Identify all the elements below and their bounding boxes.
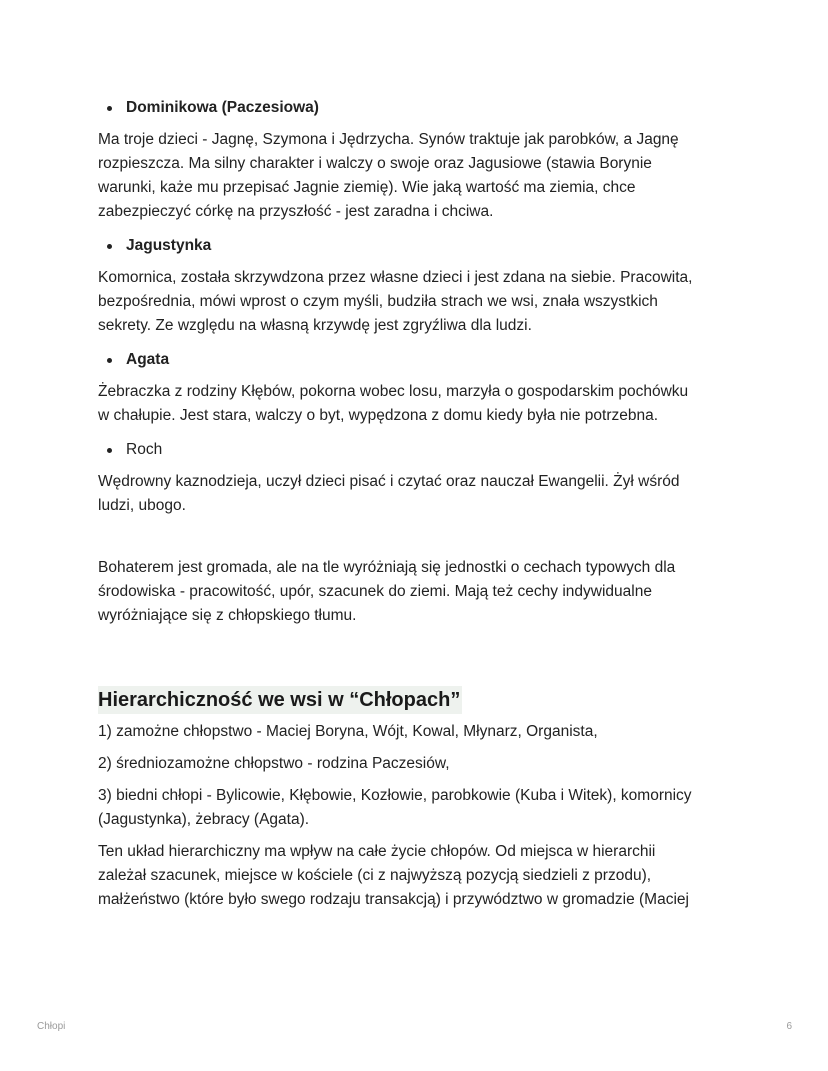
character-bullet-roch <box>98 438 738 462</box>
closing-paragraph: Ten układ hierarchiczny ma wpływ na całe życie chłopów. Od miejsca w hierarchii zależał szacunek, miejsce w kościele (ci z najwyższą pozycją siedzieli z przodu), małżeństwo (które było swego rodzaju transakcją) i przywództwo w gromadzie (Maciej <box>98 843 689 908</box>
summary-paragraph: Bohaterem jest gromada, ale na tle wyróżniają się jednostki o cechach typowych dla środowiska - pracowitość, upór, szacunek do ziemi. Mają też cechy indywidualne wyróżniające się z chłopskiego tłumu. <box>98 559 676 624</box>
character-description: Żebraczka z rodziny Kłębów, pokorna wobec losu, marzyła o gospodarskim pochówku w chałupie. Jest stara, walczy o byt, wypędzona z domu kiedy była nie potrzebna. <box>98 383 689 424</box>
bullet-dot <box>107 448 112 453</box>
character-description: Komornica, została skrzywdzona przez własne dzieci i jest zdana na siebie. Pracowita, bezpośrednia, mówi wprost o czym myśli, budziła strach we wsi, znała wszystkich sekrety. Ze względu na własną krzywdę jest zgryźliwa dla ludzi. <box>98 269 693 334</box>
section-heading: Hierarchiczność we wsi w “Chłopach” <box>98 686 462 714</box>
character-bullet-jagustynka <box>98 234 738 258</box>
bullet-dot <box>107 106 112 111</box>
character-name: Roch <box>126 441 163 458</box>
footer-title: Chłopi <box>37 1021 66 1032</box>
page-number: 6 <box>786 1021 792 1032</box>
character-bullet-agata <box>98 348 738 372</box>
character-description: Ma troje dzieci - Jagnę, Szymona i Jędrzycha. Synów traktuje jak parobków, a Jagnę rozpieszcza. Ma silny charakter i walczy o swoje oraz Jagusiowe (stawia Borynie warunki, każe mu przepisać Jagnie ziemię). Wie jaką wartość ma ziemia, chce zabezpieczyć córkę na przyszłość - jest zaradna i chciwa. <box>98 131 679 220</box>
hierarchy-item: 2) średniozamożne chłopstwo - rodzina Paczesiów, <box>98 755 450 772</box>
hierarchy-item: 1) zamożne chłopstwo - Maciej Boryna, Wójt, Kowal, Młynarz, Organista, <box>98 723 598 740</box>
bullet-dot <box>107 358 112 363</box>
character-name: Dominikowa (Paczesiowa) <box>126 99 319 116</box>
character-name: Jagustynka <box>126 237 212 254</box>
document-page <box>98 96 738 922</box>
character-bullet-dominikowa <box>98 96 738 120</box>
hierarchy-item: 3) biedni chłopi - Bylicowie, Kłębowie, Kozłowie, parobkowie (Kuba i Witek), komornicy (Jagustynka), żebracy (Agata). <box>98 787 692 828</box>
bullet-dot <box>107 244 112 249</box>
character-name: Agata <box>126 351 170 368</box>
character-description: Wędrowny kaznodzieja, uczył dzieci pisać i czytać oraz nauczał Ewangelii. Żył wśród ludzi, ubogo. <box>98 473 680 514</box>
